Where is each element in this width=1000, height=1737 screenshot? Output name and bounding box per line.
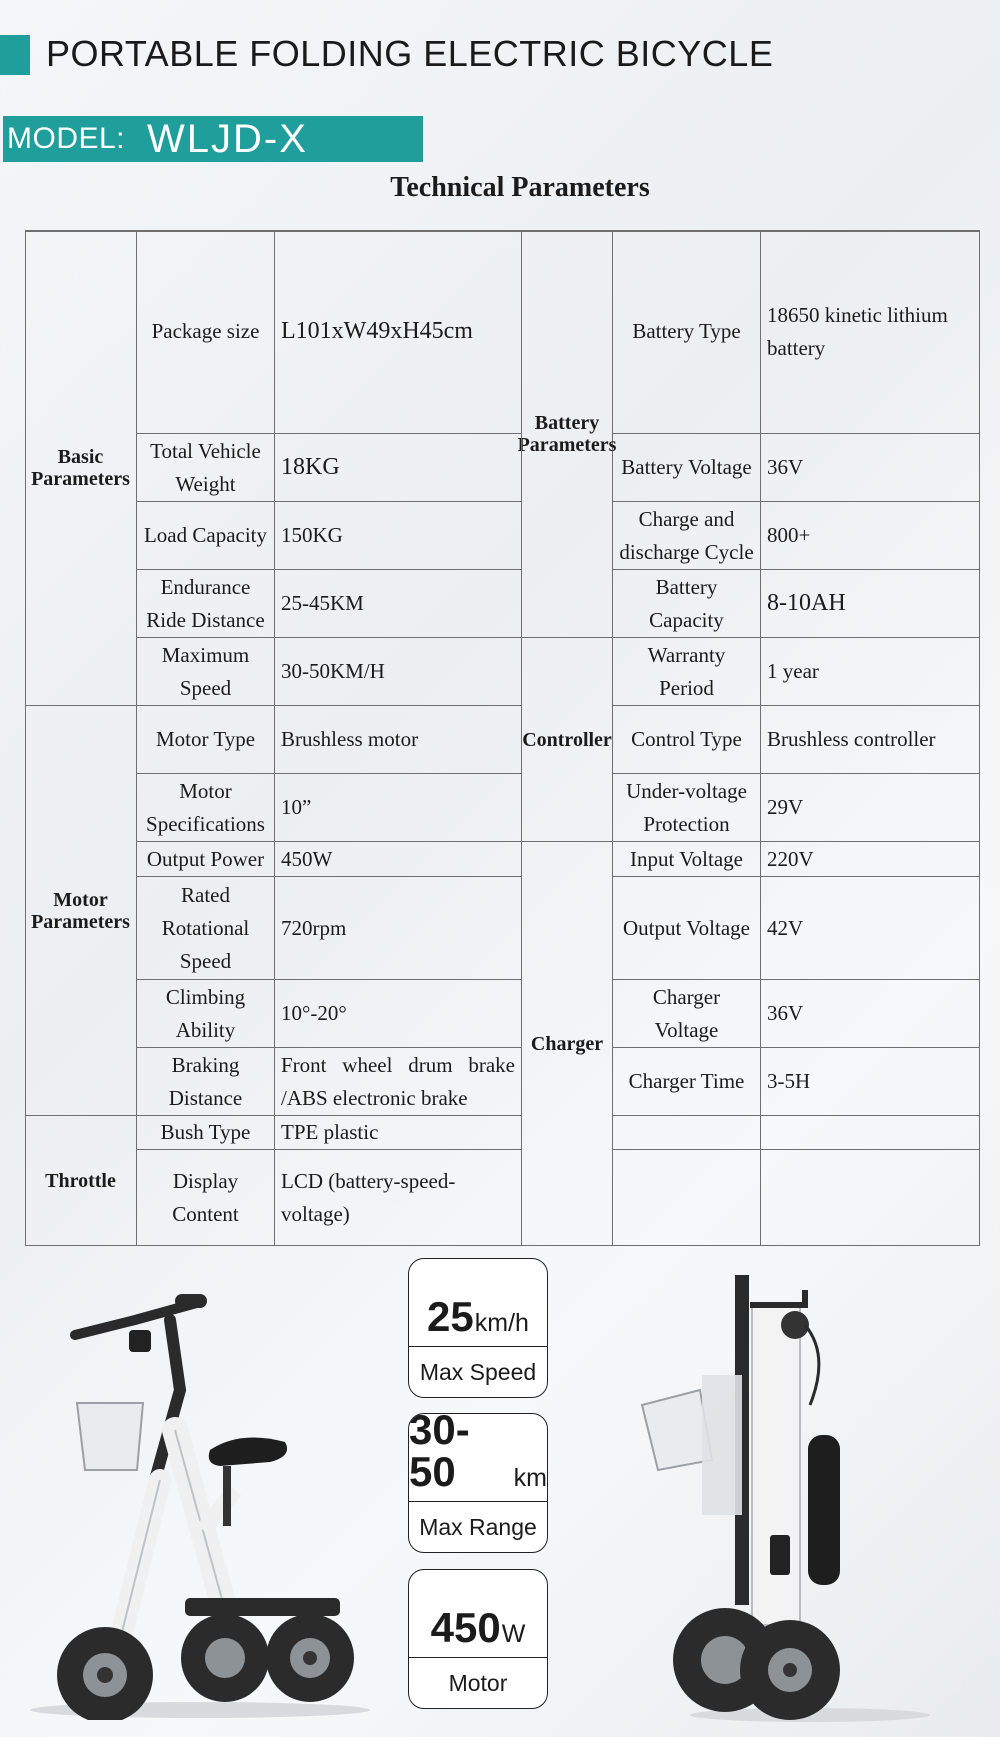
spec-label: Display Content: [137, 1150, 275, 1246]
spec-value: LCD (battery-speed-voltage): [275, 1150, 522, 1246]
spec-value: 29V: [761, 774, 980, 842]
group-throttle: Throttle: [25, 1116, 137, 1246]
spec-label: Package size: [137, 230, 275, 434]
spec-label: Climbing Ability: [137, 980, 275, 1048]
spec-value: 8-10AH: [761, 570, 980, 638]
spec-value: 18KG: [275, 434, 522, 502]
spec-label: Output Voltage: [613, 877, 761, 980]
spec-value: 220V: [761, 842, 980, 877]
model-value: WLJD-X: [147, 116, 308, 161]
spec-label: Charge and discharge Cycle: [613, 502, 761, 570]
spec-label: Battery Capacity: [613, 570, 761, 638]
spec-value: Brushless controller: [761, 706, 980, 774]
group-battery-parameters: Battery Parameters: [522, 230, 613, 638]
spec-label: Battery Type: [613, 230, 761, 434]
spec-label: Maximum Speed: [137, 638, 275, 706]
spec-value: [761, 1116, 980, 1150]
spec-value: 150KG: [275, 502, 522, 570]
group-basic-parameters: Basic Parameters: [25, 230, 137, 706]
spec-label: Charger Voltage: [613, 980, 761, 1048]
spec-value: 10°-20°: [275, 980, 522, 1048]
spec-label: Total Vehicle Weight: [137, 434, 275, 502]
spec-label: Control Type: [613, 706, 761, 774]
spec-label: Bush Type: [137, 1116, 275, 1150]
badge-label: Motor: [448, 1669, 508, 1696]
table-title: Technical Parameters: [390, 172, 650, 203]
spec-value: 25-45KM: [275, 570, 522, 638]
group-charger: Charger: [522, 842, 613, 1246]
spec-label: Load Capacity: [137, 502, 275, 570]
badge-value: 450: [430, 1604, 501, 1651]
spec-label: Endurance Ride Distance: [137, 570, 275, 638]
spec-value: 30-50KM/H: [275, 638, 522, 706]
spec-label: Battery Voltage: [613, 434, 761, 502]
spec-value: 450W: [275, 842, 522, 877]
badge-value: 30-50: [409, 1413, 470, 1495]
spec-value: [761, 1150, 980, 1246]
spec-label: Rated Rotational Speed: [137, 877, 275, 980]
spec-value: 720rpm: [275, 877, 522, 980]
spec-label: Motor Type: [137, 706, 275, 774]
spec-value: 18650 kinetic lithium battery: [761, 230, 980, 434]
model-label: MODEL:: [7, 122, 126, 155]
badge-unit: W: [501, 1620, 526, 1648]
spec-value: 10”: [275, 774, 522, 842]
spec-label: Charger Time: [613, 1048, 761, 1116]
spec-value: Brushless motor: [275, 706, 522, 774]
spec-value: 800+: [761, 502, 980, 570]
badge-label: Max Speed: [419, 1358, 537, 1385]
unfolded-tricycle-image: [25, 1280, 375, 1720]
spec-label: Warranty Period: [613, 638, 761, 706]
spec-label: Motor Specifications: [137, 774, 275, 842]
spec-label: Input Voltage: [613, 842, 761, 877]
group-motor-parameters: Motor Parameters: [25, 706, 137, 1116]
badge-motor: [408, 1569, 548, 1709]
page-title: PORTABLE FOLDING ELECTRIC BICYCLE: [46, 33, 774, 74]
spec-value: Front wheel drum brake /ABS electronic brake: [275, 1048, 522, 1116]
spec-value: L101xW49xH45cm: [275, 230, 522, 434]
folded-tricycle-image: [630, 1265, 960, 1725]
model-banner: [3, 116, 423, 162]
spec-value: 36V: [761, 434, 980, 502]
spec-value: 3-5H: [761, 1048, 980, 1116]
spec-value: 36V: [761, 980, 980, 1048]
spec-label: [613, 1116, 761, 1150]
badge-unit: km/h: [474, 1309, 529, 1337]
spec-table: [25, 230, 980, 1246]
spec-value: TPE plastic: [275, 1116, 522, 1150]
badge-max-speed: [408, 1258, 548, 1398]
header-accent-bar: [0, 35, 30, 75]
badge-max-range: [408, 1413, 548, 1553]
spec-value: 42V: [761, 877, 980, 980]
badge-value: 25: [427, 1293, 474, 1340]
spec-label: Under-voltage Protection: [613, 774, 761, 842]
spec-value: 1 year: [761, 638, 980, 706]
badge-unit: km: [513, 1464, 547, 1492]
group-controller: Controller: [522, 638, 613, 842]
spec-label: Output Power: [137, 842, 275, 877]
spec-label: [613, 1150, 761, 1246]
spec-label: Braking Distance: [137, 1048, 275, 1116]
badge-label: Max Range: [419, 1513, 537, 1540]
